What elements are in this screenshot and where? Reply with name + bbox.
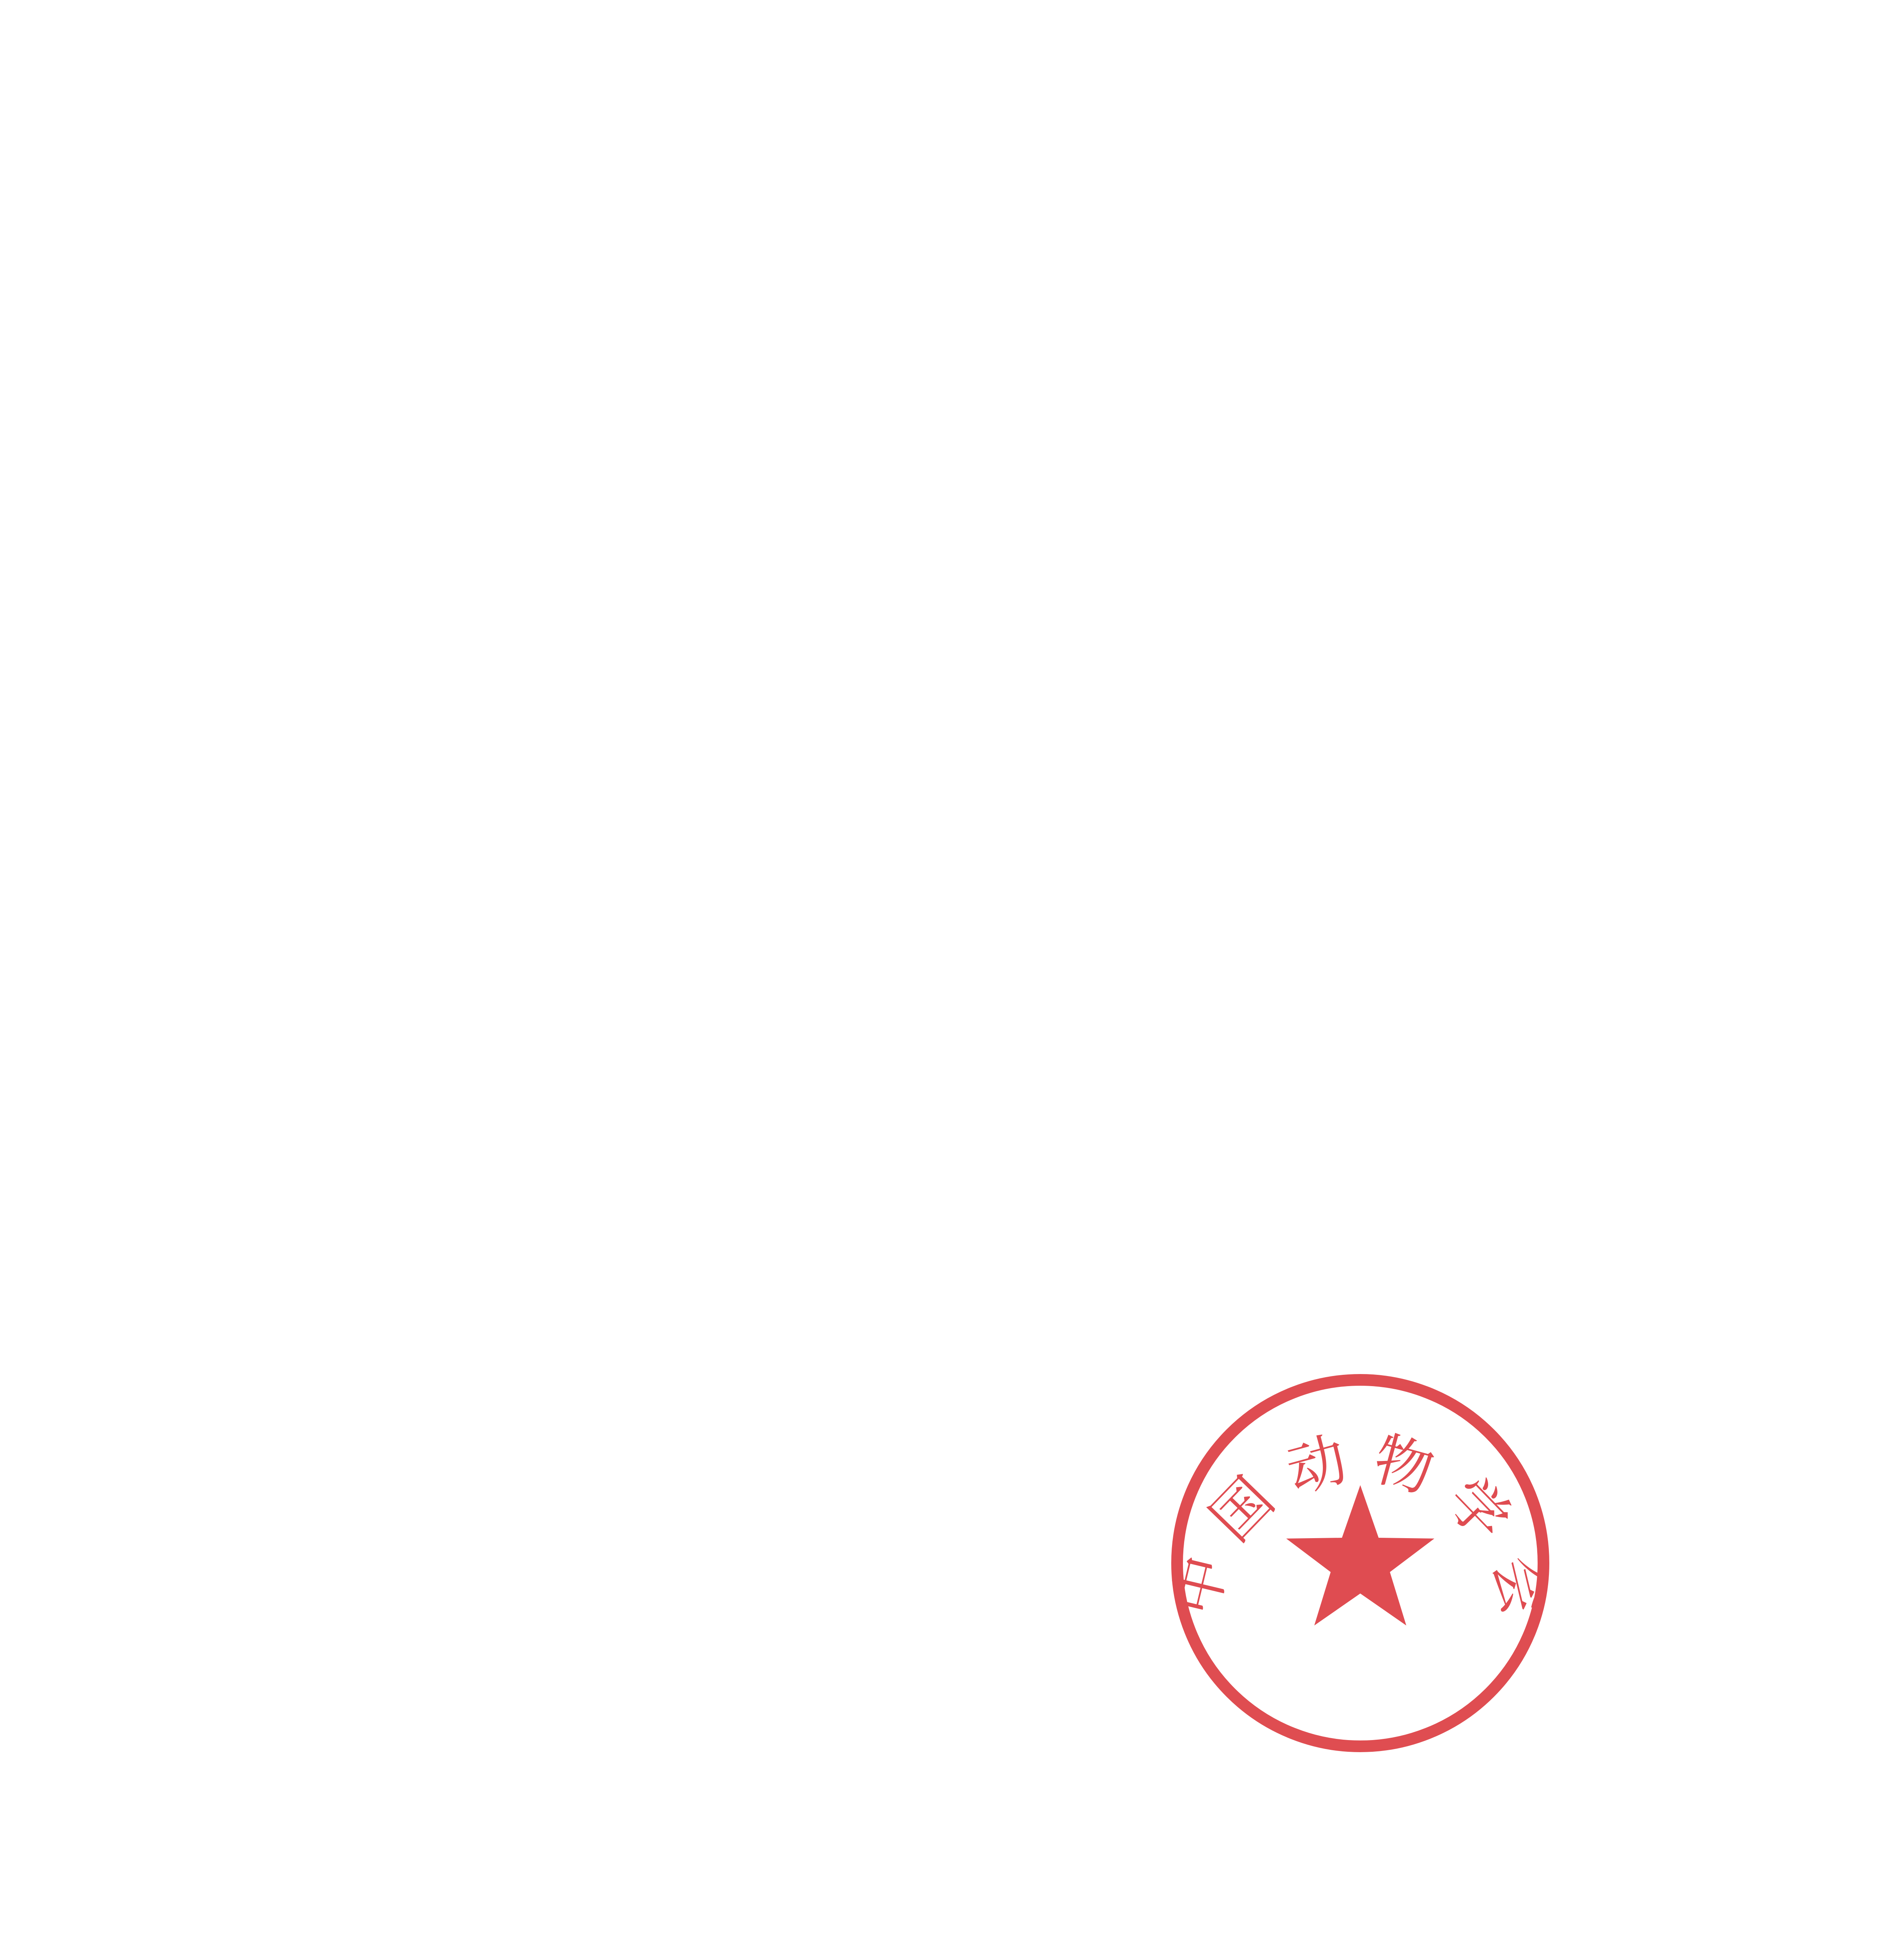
seal-top-text: 中 国 动 物 学 会: [1161, 1425, 1560, 1622]
official-seal-stamp: [1154, 1357, 1567, 1770]
seal-star: [1286, 1485, 1434, 1625]
committee-members-line: [255, 191, 1799, 238]
